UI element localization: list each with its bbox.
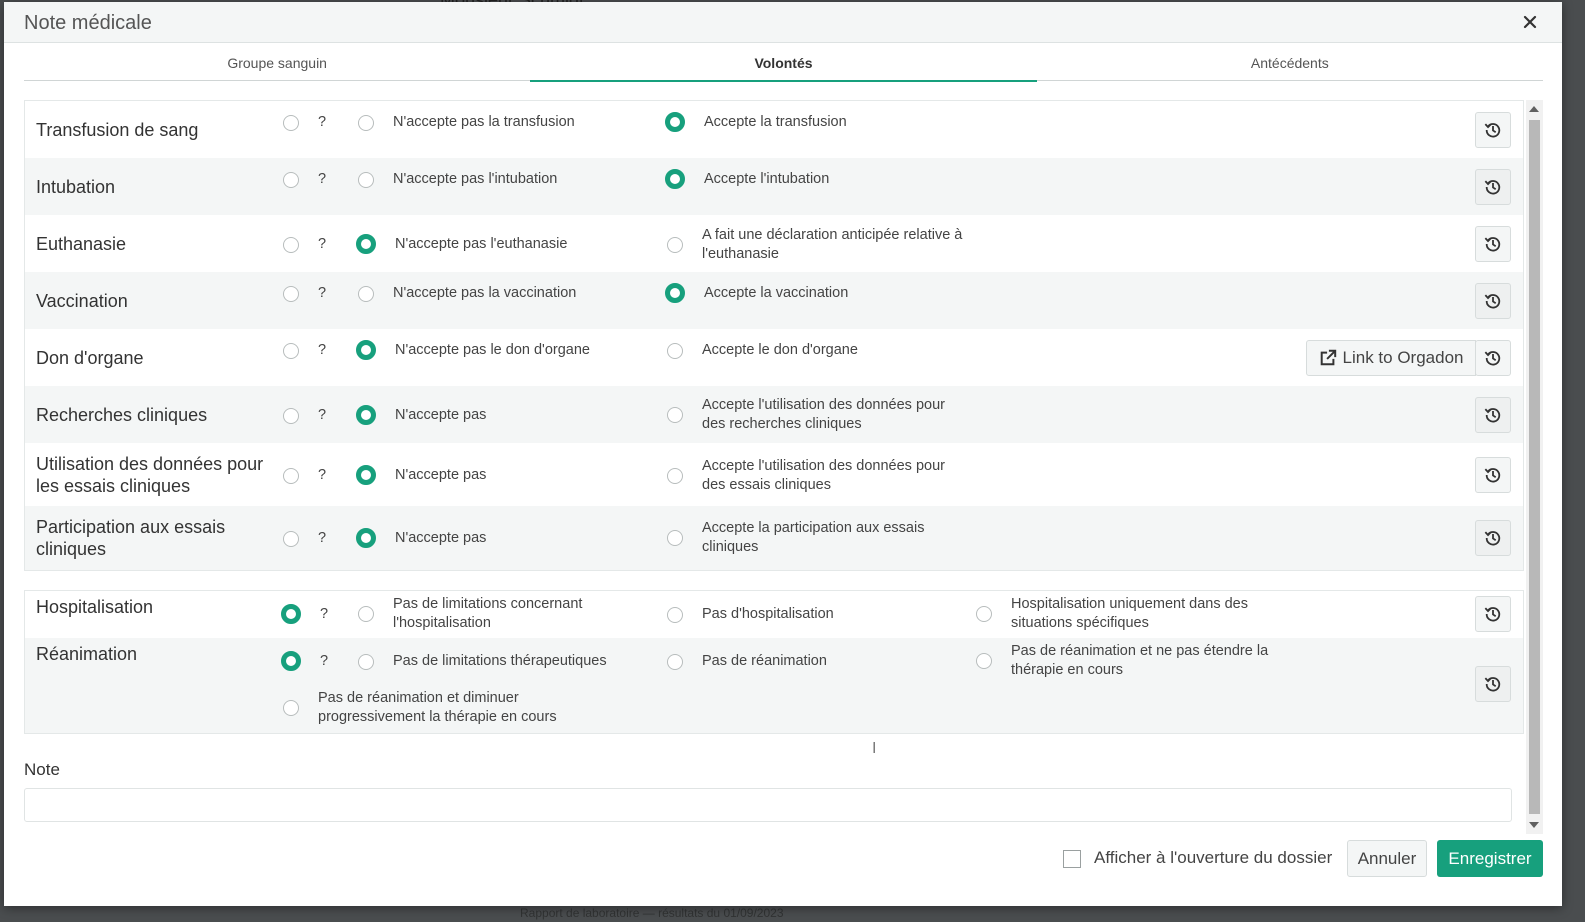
radio-specific-situations[interactable] (976, 606, 992, 622)
row-hospitalisation (25, 591, 1523, 638)
radio-refuse[interactable] (356, 528, 376, 548)
row-label: Participation aux essais cliniques (36, 517, 226, 559)
radio-no-limits[interactable] (358, 654, 374, 670)
show-on-open-label: Afficher à l'ouverture du dossier (1094, 848, 1333, 867)
link-to-orgadon-button[interactable]: Link to Orgadon (1306, 340, 1476, 376)
close-icon[interactable] (1520, 12, 1540, 32)
dialog-title: Note médicale (24, 12, 152, 34)
option-accept[interactable]: Accepte la transfusion (667, 113, 847, 132)
radio-unknown[interactable] (281, 604, 301, 624)
vertical-scrollbar[interactable] (1526, 100, 1543, 834)
radio-unknown[interactable] (283, 286, 299, 302)
option-no-limits[interactable]: Pas de limitations thérapeutiques (358, 652, 607, 671)
show-on-open-checkbox[interactable] (1063, 850, 1081, 868)
history-button[interactable] (1475, 457, 1511, 493)
option-unknown[interactable]: ? (283, 235, 326, 254)
row-label: Utilisation des données pour les essais cliniques (36, 454, 264, 496)
row-vaccination (25, 272, 1523, 329)
option-unknown[interactable]: ? (283, 406, 326, 425)
save-button[interactable]: Enregistrer (1437, 840, 1543, 877)
option-unknown[interactable]: ? (283, 113, 326, 132)
tab-groupe-sanguin[interactable]: Groupe sanguin (227, 55, 327, 71)
radio-unknown[interactable] (283, 468, 299, 484)
history-button[interactable] (1475, 666, 1511, 702)
history-button[interactable] (1475, 520, 1511, 556)
row-euthanasie (25, 215, 1523, 272)
history-icon (1484, 178, 1502, 196)
scrollbar-thumb[interactable] (1529, 120, 1540, 814)
row-participation-essais (25, 506, 1523, 570)
radio-refuse[interactable] (356, 340, 376, 360)
option-refuse[interactable]: N'accepte pas (358, 466, 486, 485)
option-refuse[interactable]: N'accepte pas l'euthanasie (358, 235, 567, 254)
history-button[interactable] (1475, 226, 1511, 262)
history-button[interactable] (1475, 596, 1511, 632)
history-button[interactable] (1475, 283, 1511, 319)
option-specific-situations[interactable]: Hospitalisation uniquement dans des situations spécifiques (976, 595, 1281, 633)
option-refuse[interactable]: N'accepte pas la transfusion (358, 113, 575, 132)
radio-unknown[interactable] (283, 237, 299, 253)
radio-accept[interactable] (665, 169, 685, 189)
radio-unknown[interactable] (283, 115, 299, 131)
option-unknown[interactable]: ? (283, 284, 326, 303)
radio-accept[interactable] (667, 468, 683, 484)
radio-refuse[interactable] (358, 115, 374, 131)
option-refuse[interactable]: N'accepte pas (358, 529, 486, 548)
option-accept[interactable]: Accepte l'utilisation des données pour des essais cliniques (667, 457, 972, 495)
option-unknown[interactable]: ? (283, 652, 328, 671)
radio-accept[interactable] (667, 343, 683, 359)
scroll-down-arrow[interactable] (1529, 822, 1539, 828)
option-accept[interactable]: Accepte la vaccination (667, 284, 848, 303)
wishes-scroll-area (24, 100, 1543, 834)
radio-accept[interactable] (665, 112, 685, 132)
option-unknown[interactable]: ? (283, 466, 326, 485)
option-no-limits[interactable]: Pas de limitations concernant l'hospitalisation (358, 595, 623, 633)
history-icon (1484, 605, 1502, 623)
option-reduce-therapy[interactable]: Pas de réanimation et diminuer progressivement la thérapie en cours (283, 689, 588, 727)
option-refuse[interactable]: N'accepte pas (358, 406, 486, 425)
row-label: Euthanasie (36, 234, 127, 254)
row-label: Don d'organe (36, 348, 144, 368)
note-input[interactable] (24, 788, 1512, 822)
option-accept[interactable]: Accepte l'intubation (667, 170, 829, 189)
radio-refuse[interactable] (356, 405, 376, 425)
backdrop-document-line: Rapport de laboratoire — résultats du 01/09/2023 (520, 906, 784, 920)
option-refuse[interactable]: N'accepte pas la vaccination (358, 284, 576, 303)
tab-volontes[interactable]: Volontés (530, 43, 1036, 80)
row-label: Transfusion de sang (36, 120, 199, 140)
history-button[interactable] (1475, 112, 1511, 148)
option-unknown[interactable]: ? (283, 529, 326, 548)
row-recherches-cliniques (25, 386, 1523, 443)
history-icon (1484, 466, 1502, 484)
row-donnees-essais (25, 443, 1523, 506)
note-label: Note (24, 760, 60, 779)
row-label: Intubation (36, 177, 116, 197)
row-label: Recherches cliniques (36, 405, 208, 425)
row-label: Hospitalisation (36, 597, 154, 617)
row-label: Vaccination (36, 291, 128, 311)
history-button[interactable] (1475, 397, 1511, 433)
tab-antecedents[interactable]: Antécédents (1250, 55, 1329, 71)
radio-no-hospitalisation[interactable] (667, 607, 683, 623)
option-refuse[interactable]: N'accepte pas l'intubation (358, 170, 557, 189)
history-icon (1484, 529, 1502, 547)
text-cursor-icon: I (872, 740, 877, 757)
history-icon (1484, 349, 1502, 367)
radio-accept[interactable] (667, 530, 683, 546)
radio-accept[interactable] (665, 283, 685, 303)
tab-bar (24, 43, 1543, 81)
option-no-hospitalisation[interactable]: Pas d'hospitalisation (667, 605, 834, 624)
row-transfusion (25, 101, 1523, 158)
radio-no-reanimation[interactable] (667, 654, 683, 670)
history-icon (1484, 406, 1502, 424)
row-don-organe (25, 329, 1523, 386)
history-button[interactable] (1475, 169, 1511, 205)
radio-refuse[interactable] (356, 234, 376, 254)
history-icon (1484, 292, 1502, 310)
radio-refuse[interactable] (358, 286, 374, 302)
radio-declaration[interactable] (667, 237, 683, 253)
row-intubation (25, 158, 1523, 215)
radio-unknown[interactable] (283, 531, 299, 547)
radio-no-extend[interactable] (976, 653, 992, 669)
option-unknown[interactable]: ? (283, 170, 326, 189)
option-accept[interactable]: Accepte la participation aux essais cliniques (667, 519, 962, 557)
radio-refuse[interactable] (356, 465, 376, 485)
option-no-extend[interactable]: Pas de réanimation et ne pas étendre la thérapie en cours (976, 642, 1286, 680)
option-no-reanimation[interactable]: Pas de réanimation (667, 652, 827, 671)
radio-reduce-therapy[interactable] (283, 700, 299, 716)
history-icon (1484, 235, 1502, 253)
external-link-icon (1319, 349, 1337, 367)
option-accept[interactable]: Accepte l'utilisation des données pour des recherches cliniques (667, 396, 972, 434)
row-reanimation (25, 638, 1523, 733)
cancel-button[interactable]: Annuler (1347, 840, 1427, 877)
wishes-group-consents (24, 100, 1524, 571)
scroll-up-arrow[interactable] (1529, 106, 1539, 112)
medical-note-dialog (4, 2, 1562, 906)
radio-unknown[interactable] (283, 408, 299, 424)
row-label: Réanimation (36, 644, 138, 664)
option-unknown[interactable]: ? (283, 341, 326, 360)
radio-no-limits[interactable] (358, 606, 374, 622)
radio-accept[interactable] (667, 407, 683, 423)
history-icon (1484, 121, 1502, 139)
radio-unknown[interactable] (283, 343, 299, 359)
radio-unknown[interactable] (281, 651, 301, 671)
option-declaration[interactable]: A fait une déclaration anticipée relative à l'euthanasie (667, 226, 982, 264)
history-icon (1484, 675, 1502, 693)
history-button[interactable] (1475, 340, 1511, 376)
option-refuse[interactable]: N'accepte pas le don d'organe (358, 341, 590, 360)
radio-unknown[interactable] (283, 172, 299, 188)
option-accept[interactable]: Accepte le don d'organe (667, 341, 858, 360)
dialog-header (4, 2, 1562, 43)
option-unknown[interactable]: ? (283, 605, 328, 624)
radio-refuse[interactable] (358, 172, 374, 188)
wishes-group-care (24, 590, 1524, 734)
